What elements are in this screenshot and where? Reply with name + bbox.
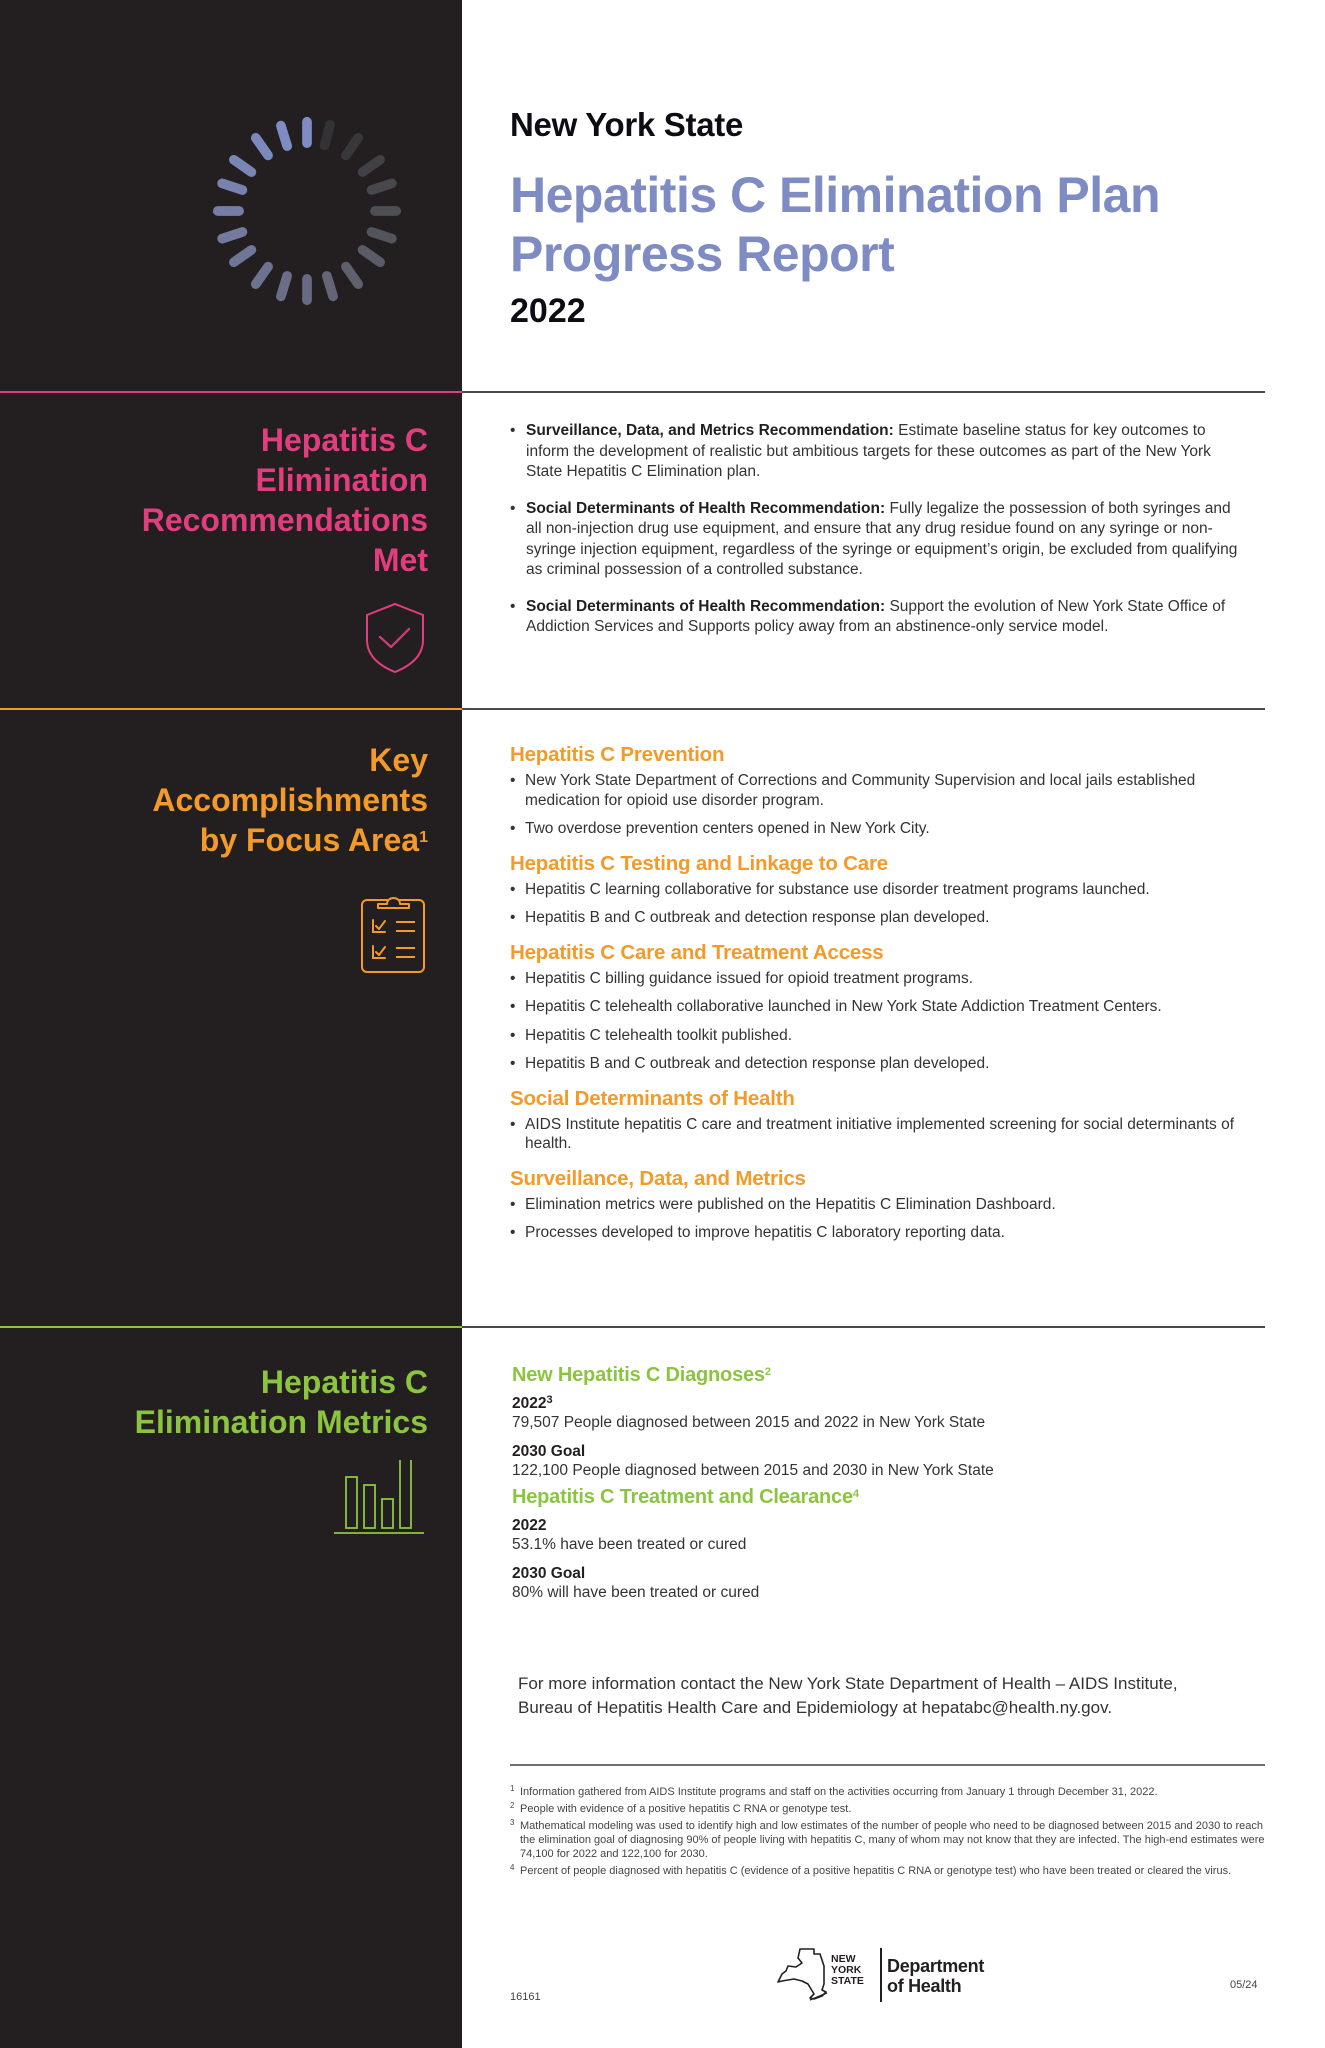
metric-value: 53.1% have been treated or cured xyxy=(512,1536,747,1553)
recommendations-list xyxy=(510,421,1250,654)
accomplishment-item: • Hepatitis C learning collaborative for substance use disorder treatment programs launched. xyxy=(510,880,1270,900)
heading-line: Met xyxy=(372,542,428,578)
accomplishment-item: • New York State Department of Corrections and Community Supervision and local jails established medication for opioid use disorder program. xyxy=(510,771,1270,810)
heading-line: Elimination Metrics xyxy=(134,1404,428,1440)
focus-area-title: Hepatitis C Testing and Linkage to Care xyxy=(510,851,888,875)
section-divider xyxy=(462,708,1265,710)
report-title-line-1: Hepatitis C Elimination Plan xyxy=(510,167,1160,223)
accomplishment-item: • AIDS Institute hepatitis C care and treatment initiative implemented screening for social determinants of health. xyxy=(510,1115,1270,1154)
report-year: 2022 xyxy=(510,292,586,330)
section-divider-pink xyxy=(0,391,462,393)
footnote-text: Percent of people diagnosed with hepatitis C (evidence of a positive hepatitis C RNA or genotype test) who have been treated or cleared the virus. xyxy=(520,1865,1232,1877)
metric-group-title xyxy=(512,1362,1212,1388)
accomplishment-item: • Hepatitis C billing guidance issued for opioid treatment programs. xyxy=(510,969,1270,989)
document-code: 16161 xyxy=(510,1991,541,2003)
metric-group-title xyxy=(512,1484,1212,1510)
footnote xyxy=(510,1864,1270,1878)
recommendation-item xyxy=(510,499,1250,581)
footnotes-list xyxy=(510,1785,1270,1881)
recommendation-label: Social Determinants of Health Recommendation: xyxy=(526,597,886,615)
shield-check-icon xyxy=(364,602,426,674)
bar-chart-icon xyxy=(333,1460,426,1546)
heading-line: Accomplishments xyxy=(152,782,428,818)
heading-line: Hepatitis C xyxy=(260,1364,428,1400)
logo-department-text xyxy=(887,1956,984,1996)
footnotes-divider xyxy=(510,1764,1265,1766)
nys-doh-logo xyxy=(776,1944,1016,2004)
focus-area-items xyxy=(510,771,1270,839)
heading-line: Key xyxy=(369,742,428,778)
focus-area-title: Hepatitis C Prevention xyxy=(510,743,725,766)
footnote-number: 2 xyxy=(510,1801,515,1810)
footnote-number: 4 xyxy=(510,1863,515,1872)
accomplishment-item: • Elimination metrics were published on the Hepatitis C Elimination Dashboard. xyxy=(510,1195,1270,1215)
metric-label: 2030 Goal xyxy=(512,1565,586,1582)
metric-label-text: 2022 xyxy=(512,1395,547,1412)
metric-group-title-text: Hepatitis C Treatment and Clearance xyxy=(512,1486,853,1508)
footnote xyxy=(510,1802,1270,1816)
footnote-number: 1 xyxy=(510,1784,515,1793)
footnote-text: Mathematical modeling was used to identify high and low estimates of the number of people who need to be diagnosed between 2015 and 2030 to reach the elimination goal of diagnosing 90% of people living with hepatitis C, many of whom may not know that they are infected. The high-end estimates were 74,100 for 2022 and 122,100 for 2030. xyxy=(520,1820,1265,1860)
contact-info xyxy=(518,1672,1278,1719)
heading-line: Hepatitis C xyxy=(260,422,428,458)
footnote-ref: 3 xyxy=(546,1394,553,1406)
recommendation-text: Estimate baseline status for key outcomes to inform the development of realistic but ambitious targets for these outcomes as part of the New York State Hepatitis C Elimination plan. xyxy=(526,422,1211,480)
logo-line: of Health xyxy=(887,1976,962,1996)
accomplishments-heading xyxy=(152,740,428,860)
heading-line: Elimination xyxy=(255,462,428,498)
metric-value: 122,100 People diagnosed between 2015 and 2030 in New York State xyxy=(512,1462,994,1479)
footnote xyxy=(510,1785,1270,1799)
recommendation-item xyxy=(510,421,1250,483)
recommendation-text: Support the evolution of New York State Office of Addiction Services and Supports policy away from an abstinence-only service model. xyxy=(526,597,1226,635)
focus-area-items xyxy=(510,1195,1270,1243)
organization-name: New York State xyxy=(510,106,744,143)
logo-divider xyxy=(880,1948,882,2002)
focus-area-title: Surveillance, Data, and Metrics xyxy=(510,1166,806,1190)
focus-area-title: Social Determinants of Health xyxy=(510,1086,795,1110)
focus-area-items xyxy=(510,969,1270,1074)
footnote-ref: 4 xyxy=(852,1488,859,1500)
logo-line: NEW xyxy=(831,1953,856,1965)
recommendation-text: Fully legalize the possession of both syringes and all non-injection drug use equipment, and ensure that any drug residue found on any syringe or non-syringe injection equipment, regardless of the syringe or equipment’s origin, be excluded from qualifying as criminal possession of a controlled substance. xyxy=(526,499,1238,578)
accomplishment-item: • Hepatitis C telehealth collaborative launched in New York State Addiction Treatment Centers. xyxy=(510,997,1270,1017)
footnote-ref: 2 xyxy=(764,1366,771,1378)
recommendation-label: Social Determinants of Health Recommendation: xyxy=(526,499,886,517)
focus-area-title: Hepatitis C Care and Treatment Access xyxy=(510,940,884,964)
heading-line: by Focus Area xyxy=(199,822,420,858)
metric-label xyxy=(512,1394,1212,1413)
accomplishment-item: • Two overdose prevention centers opened in New York City. xyxy=(510,819,1270,839)
logo-line: STATE xyxy=(831,1975,864,1987)
accomplishment-item: • Hepatitis C telehealth toolkit published. xyxy=(510,1026,1270,1046)
footnote-text: Information gathered from AIDS Institute programs and staff on the activities occurring from January 1 through December 31, 2022. xyxy=(520,1786,1158,1798)
clipboard-checklist-icon xyxy=(360,890,426,974)
metric-label: 2030 Goal xyxy=(512,1443,586,1460)
logo-line: Department xyxy=(887,1956,985,1976)
accomplishment-item: • Hepatitis B and C outbreak and detection response plan developed. xyxy=(510,1054,1270,1074)
report-title xyxy=(510,166,1290,284)
metric-value: 79,507 People diagnosed between 2015 and 2022 in New York State xyxy=(512,1414,986,1431)
contact-line: For more information contact the New York State Department of Health – AIDS Institute, xyxy=(518,1674,1178,1693)
heading-line: Recommendations xyxy=(141,502,428,538)
footnote xyxy=(510,1819,1270,1861)
accomplishments-list xyxy=(510,742,1270,1255)
section-divider xyxy=(462,391,1265,393)
metrics-heading xyxy=(135,1362,428,1442)
accomplishment-item: • Processes developed to improve hepatitis C laboratory reporting data. xyxy=(510,1223,1270,1243)
contact-line: Bureau of Hepatitis Health Care and Epidemiology at hepatabc@health.ny.gov. xyxy=(518,1697,1113,1717)
logo-line: YORK xyxy=(831,1964,862,1976)
footnote-ref: 1 xyxy=(419,829,428,846)
report-title-line-2: Progress Report xyxy=(510,226,895,282)
recommendations-heading xyxy=(142,420,428,580)
metric-label: 2022 xyxy=(512,1517,547,1534)
accomplishment-item: • Hepatitis B and C outbreak and detection response plan developed. xyxy=(510,908,1270,928)
focus-area-items xyxy=(510,1115,1270,1154)
metric-group-title-text: New Hepatitis C Diagnoses xyxy=(512,1364,765,1386)
section-divider-orange xyxy=(0,708,462,710)
metrics-list xyxy=(512,1362,1212,1612)
section-divider-green xyxy=(0,1326,462,1328)
recommendation-item xyxy=(510,597,1250,638)
section-divider xyxy=(462,1326,1265,1328)
footnote-number: 3 xyxy=(510,1818,515,1827)
loading-spinner-icon xyxy=(210,114,404,308)
logo-state-text xyxy=(831,1954,864,1987)
recommendation-label: Surveillance, Data, and Metrics Recommendation: xyxy=(526,422,894,439)
publication-date: 05/24 xyxy=(1230,1979,1258,1991)
focus-area-items xyxy=(510,880,1270,928)
metric-value: 80% will have been treated or cured xyxy=(512,1584,760,1601)
footnote-text: People with evidence of a positive hepatitis C RNA or genotype test. xyxy=(520,1803,852,1815)
